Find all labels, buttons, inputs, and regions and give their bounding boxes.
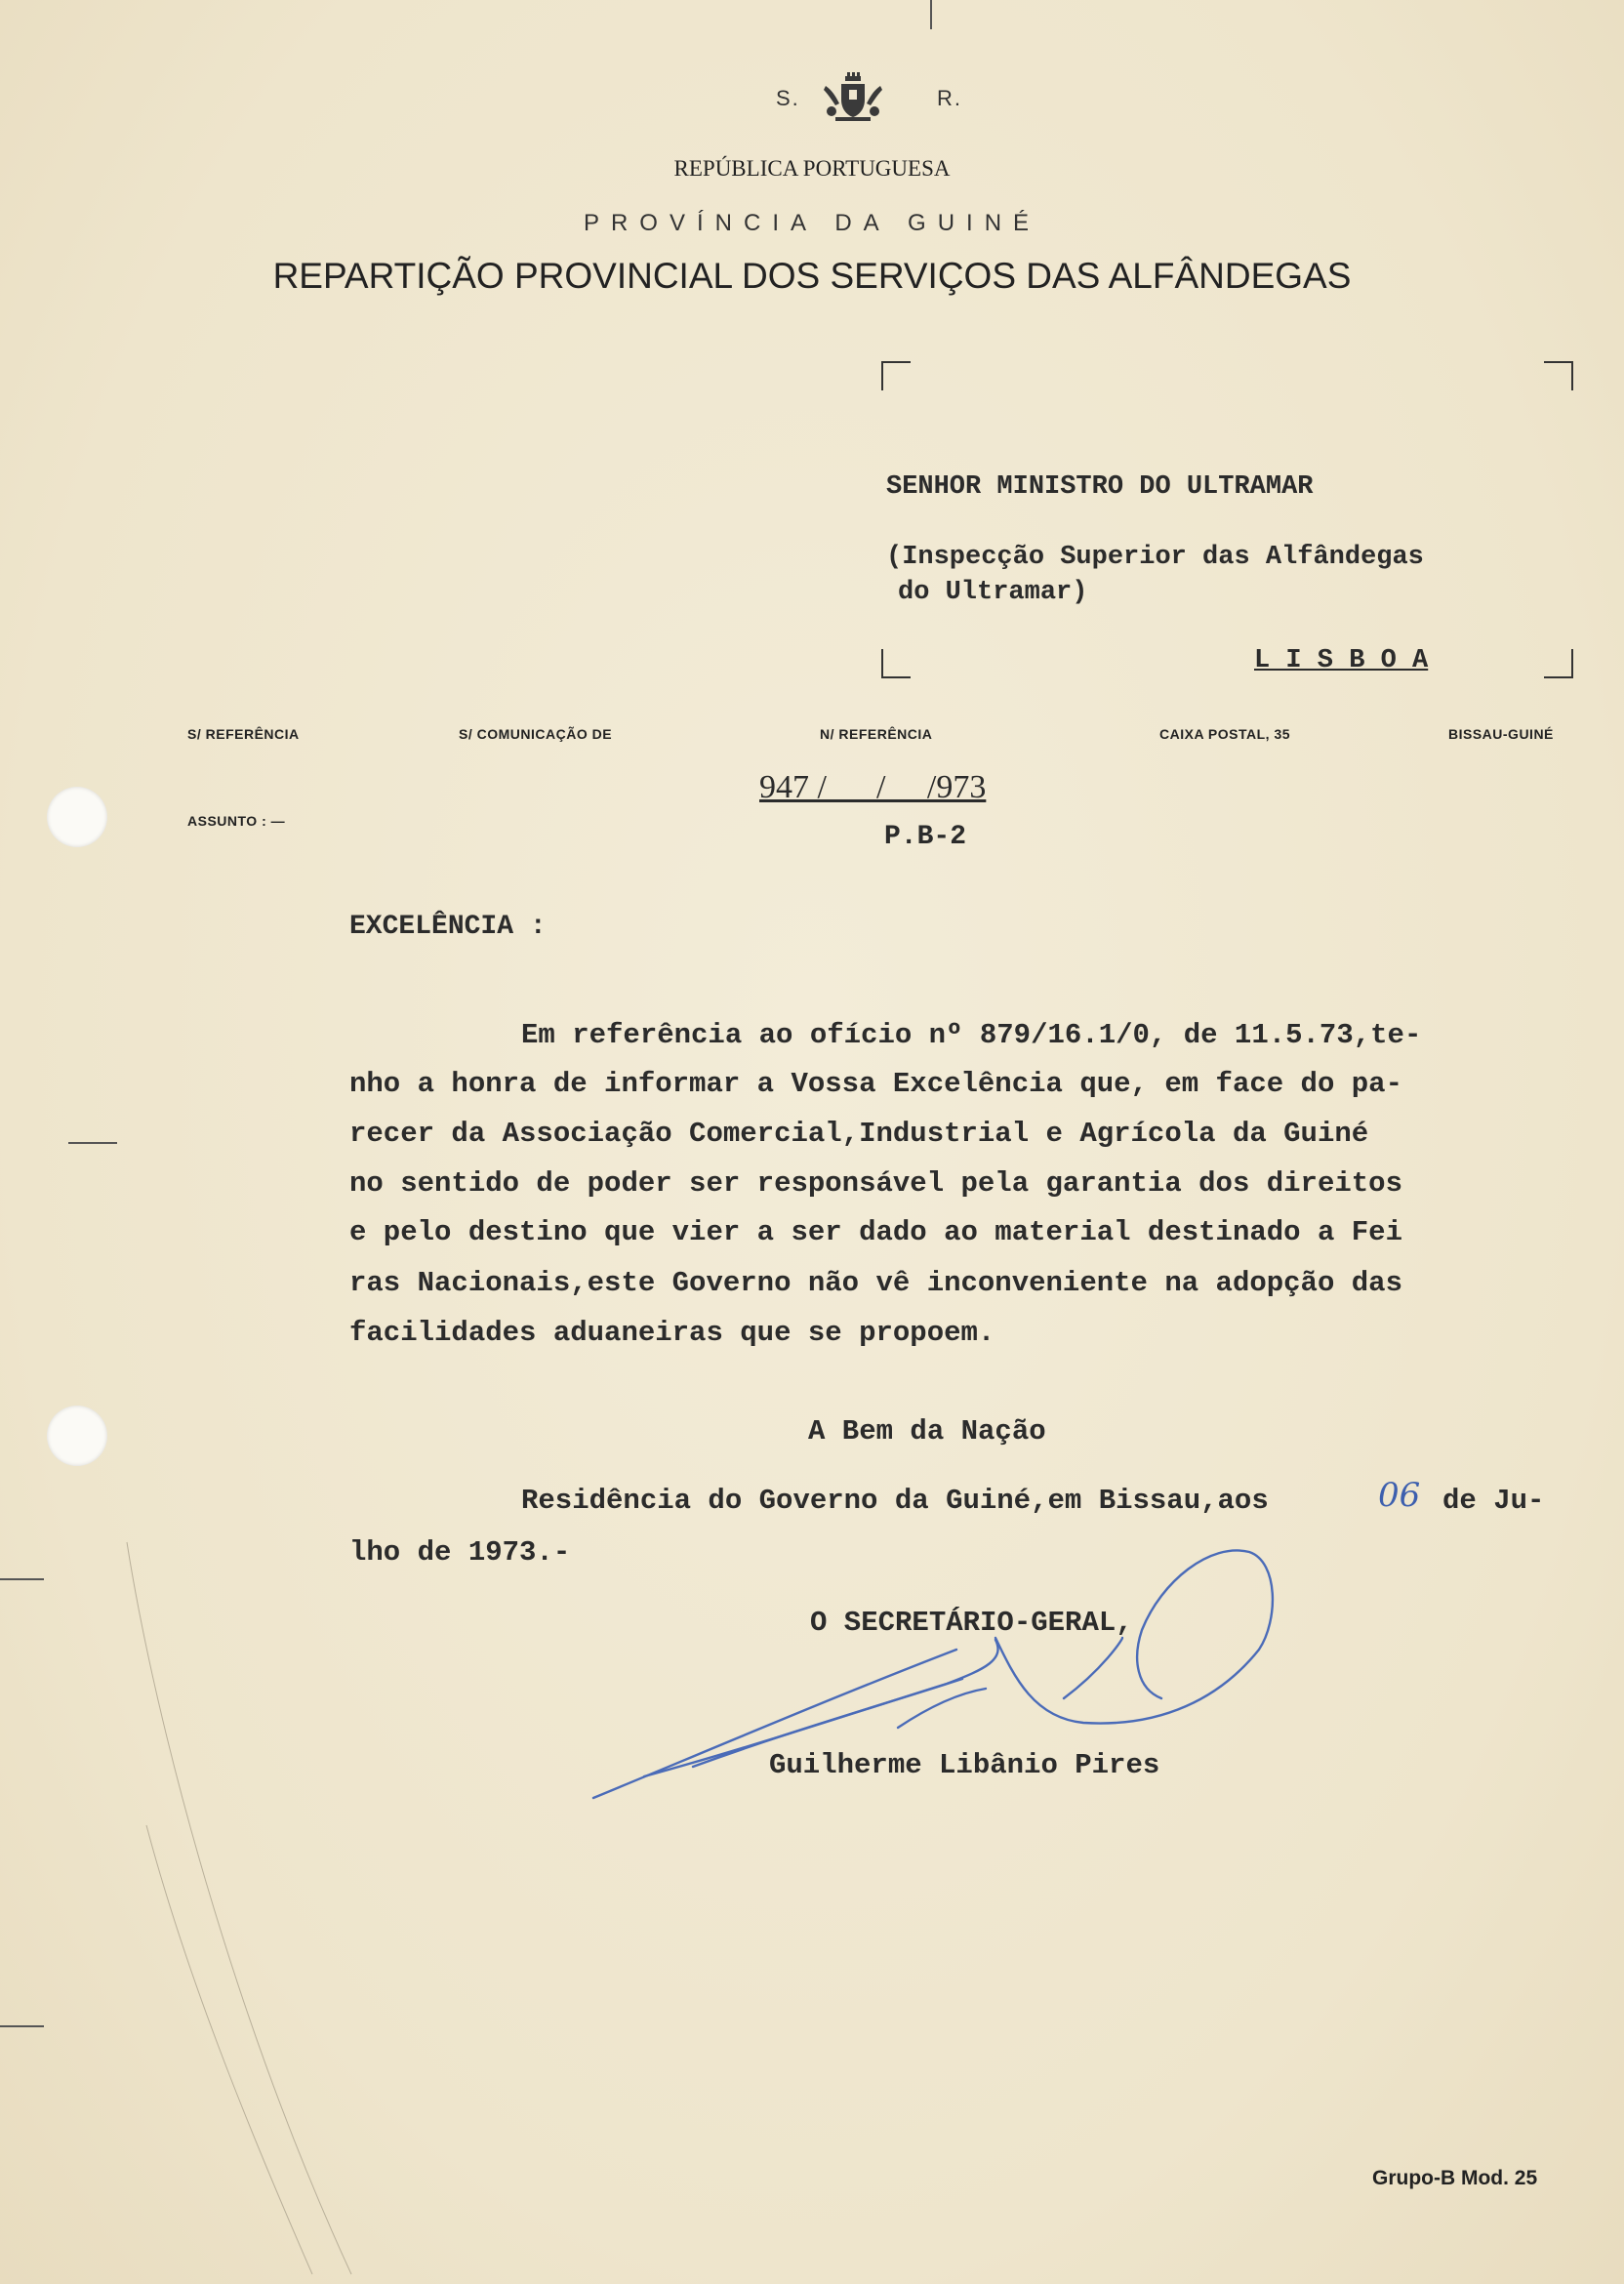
body-line-5: e pelo destino que vier a ser dado ao material destinado a Fei [349,1216,1402,1248]
body-line-3: recer da Associação Comercial,Industrial e Agrícola da Guiné [349,1118,1369,1150]
header-s-label: S. [776,86,800,110]
paper-scuff-marks [117,1532,410,2284]
signatory-name: Guilherme Libânio Pires [769,1749,1160,1781]
label-assunto: ASSUNTO : — [187,813,286,829]
closing-motto: A Bem da Nação [808,1415,1046,1448]
salutation: EXCELÊNCIA : [349,912,547,942]
residence-line-c: lho de 1973.- [349,1536,571,1569]
addressee-line-2: (Inspecção Superior das Alfândegas [886,543,1424,572]
republica-heading: REPÚBLICA PORTUGUESA [673,156,951,181]
margin-tick-3 [0,2025,44,2027]
coat-of-arms-icon [822,72,884,123]
header-r-label: R. [937,86,962,110]
body-line-6: ras Nacionais,este Governo não vê inconveniente na adopção das [349,1267,1402,1299]
label-n-referencia: N/ REFERÊNCIA [820,726,933,742]
handwritten-day: 06 [1378,1476,1421,1515]
punch-hole-bottom [47,1406,107,1466]
residence-line-a: Residência do Governo da Guiné,em Bissau,aos [521,1485,1269,1517]
label-s-comunicacao: S/ COMUNICAÇÃO DE [459,726,613,742]
body-line-1: Em referência ao ofício nº 879/16.1/0, de 11.5.73,te- [521,1019,1422,1051]
address-bracket-top-right [1544,361,1573,390]
residence-line-b: de Ju- [1442,1485,1545,1517]
address-bracket-bottom-left [881,649,911,678]
label-caixa-postal: CAIXA POSTAL, 35 [1159,726,1291,742]
handwritten-signature [576,1523,1298,1815]
margin-tick-2 [0,1578,44,1580]
margin-tick-1 [68,1142,117,1144]
provincia-heading: PROVÍNCIA DA GUINÉ [583,210,1041,236]
reparticao-heading: REPARTIÇÃO PROVINCIAL DOS SERVIÇOS DAS ALFÂNDEGAS [272,256,1352,296]
signatory-title: O SECRETÁRIO-GERAL, [810,1607,1133,1639]
punch-hole-top [47,787,107,847]
label-s-referencia: S/ REFERÊNCIA [187,726,300,742]
address-bracket-bottom-right [1544,649,1573,678]
body-line-4: no sentido de poder ser responsável pela garantia dos direitos [349,1167,1402,1200]
addressee-line-3: do Ultramar) [898,578,1088,607]
body-line-7: facilidades aduaneiras que se propoem. [349,1317,995,1349]
form-code: Grupo-B Mod. 25 [1372,2167,1538,2189]
fold-mark [930,0,932,29]
addressee-line-1: SENHOR MINISTRO DO ULTRAMAR [886,472,1314,502]
label-bissau-guine: BISSAU-GUINÉ [1448,726,1554,742]
address-bracket-top-left [881,361,911,390]
addressee-city: L I S B O A [1254,646,1429,675]
reference-number: 947 / / /973 [759,769,987,805]
reference-code: P.B-2 [884,822,967,852]
body-line-2: nho a honra de informar a Vossa Excelência que, em face do pa- [349,1068,1402,1100]
